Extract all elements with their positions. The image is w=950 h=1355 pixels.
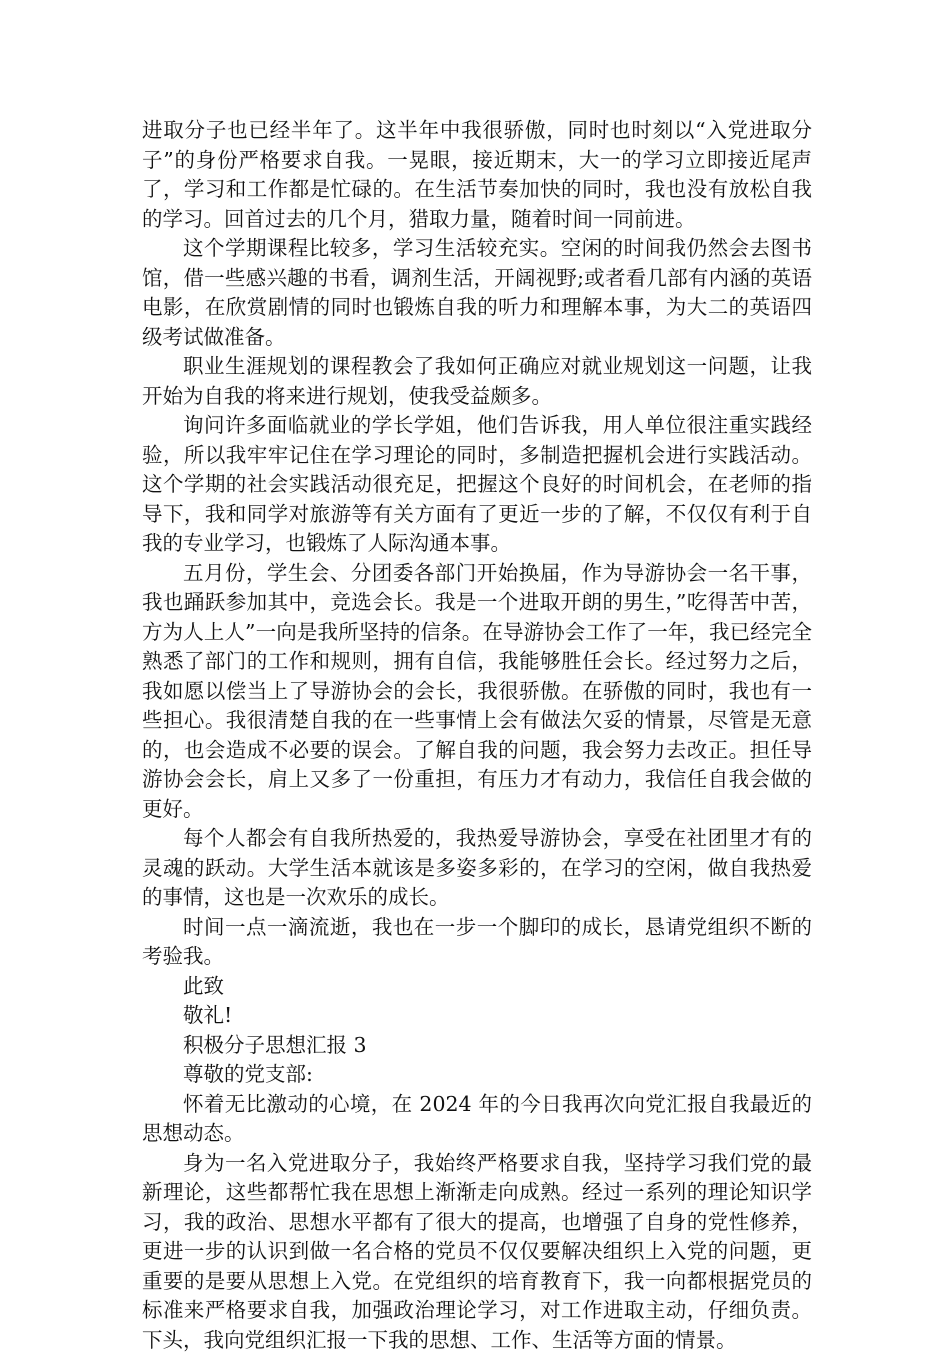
paragraph-5: 五月份，学生会、分团委各部门开始换届，作为导游协会一名干事，我也踊跃参加其中，竞选会长。我是一个进取开朗的男生，”吃得苦中苦，方为人上人”一向是我所坚持的信条。在导游协会工作了一年，我已经完全熟悉了部门的工作和规则，拥有自信，我能够胜任会长。经过努力之后，我如愿以偿当上了导游协会的会长，我很骄傲。在骄傲的同时，我也有一些担心。我很清楚自我的在一些事情上会有做法欠妥的情景，尽管是无意的，也会造成不必要的误会。了解自我的问题，我会努力去改正。担任导游协会会长，肩上又多了一份重担，有压力才有动力，我信任自我会做的更好。 — [142, 559, 812, 825]
paragraph-4: 询问许多面临就业的学长学姐，他们告诉我，用人单位很注重实践经验，所以我牢牢记住在学习理论的同时，多制造把握机会进行实践活动。这个学期的社会实践活动很充足，把握这个良好的时间机会，在老师的指导下，我和同学对旅游等有关方面有了更近一步的了解，不仅仅有利于自我的专业学习，也锻炼了人际沟通本事。 — [142, 411, 812, 559]
paragraph-9: 身为一名入党进取分子，我始终严格要求自我，坚持学习我们党的最新理论，这些都帮忙我在思想上渐渐走向成熟。经过一系列的理论知识学习，我的政治、思想水平都有了很大的提高，也增强了自身的党性修养，更进一步的认识到做一名合格的党员不仅仅要解决组织上入党的问题，更重要的是要从思想上入党。在党组织的培育教育下，我一向都根据党员的标准来严格要求自我，加强政治理论学习，对工作进取主动，仔细负责。下头，我向党组织汇报一下我的思想、工作、生活等方面的情景。 — [142, 1149, 812, 1355]
document-body — [142, 116, 812, 1355]
paragraph-7: 时间一点一滴流逝，我也在一步一个脚印的成长，恳请党组织不断的考验我。 — [142, 913, 812, 972]
closing-salute: 敬礼! — [142, 1001, 812, 1031]
salutation: 尊敬的党支部: — [142, 1060, 812, 1090]
paragraph-1: 进取分子也已经半年了。这半年中我很骄傲，同时也时刻以“入党进取分子”的身份严格要求自我。一晃眼，接近期末，大一的学习立即接近尾声了，学习和工作都是忙碌的。在生活节奏加快的同时，我也没有放松自我的学习。回首过去的几个月，猎取力量，随着时间一同前进。 — [142, 116, 812, 234]
closing-greeting: 此致 — [142, 972, 812, 1002]
paragraph-8: 怀着无比激动的心境，在 2024 年的今日我再次向党汇报自我最近的思想动态。 — [142, 1090, 812, 1149]
paragraph-3: 职业生涯规划的课程教会了我如何正确应对就业规划这一问题，让我开始为自我的将来进行规划，使我受益颇多。 — [142, 352, 812, 411]
paragraph-2: 这个学期课程比较多，学习生活较充实。空闲的时间我仍然会去图书馆，借一些感兴趣的书看，调剂生活，开阔视野;或者看几部有内涵的英语电影，在欣赏剧情的同时也锻炼自我的听力和理解本事，为大二的英语四级考试做准备。 — [142, 234, 812, 352]
section-title: 积极分子思想汇报 3 — [142, 1031, 812, 1061]
paragraph-6: 每个人都会有自我所热爱的，我热爱导游协会，享受在社团里才有的灵魂的跃动。大学生活本就该是多姿多彩的，在学习的空闲，做自我热爱的事情，这也是一次欢乐的成长。 — [142, 824, 812, 913]
